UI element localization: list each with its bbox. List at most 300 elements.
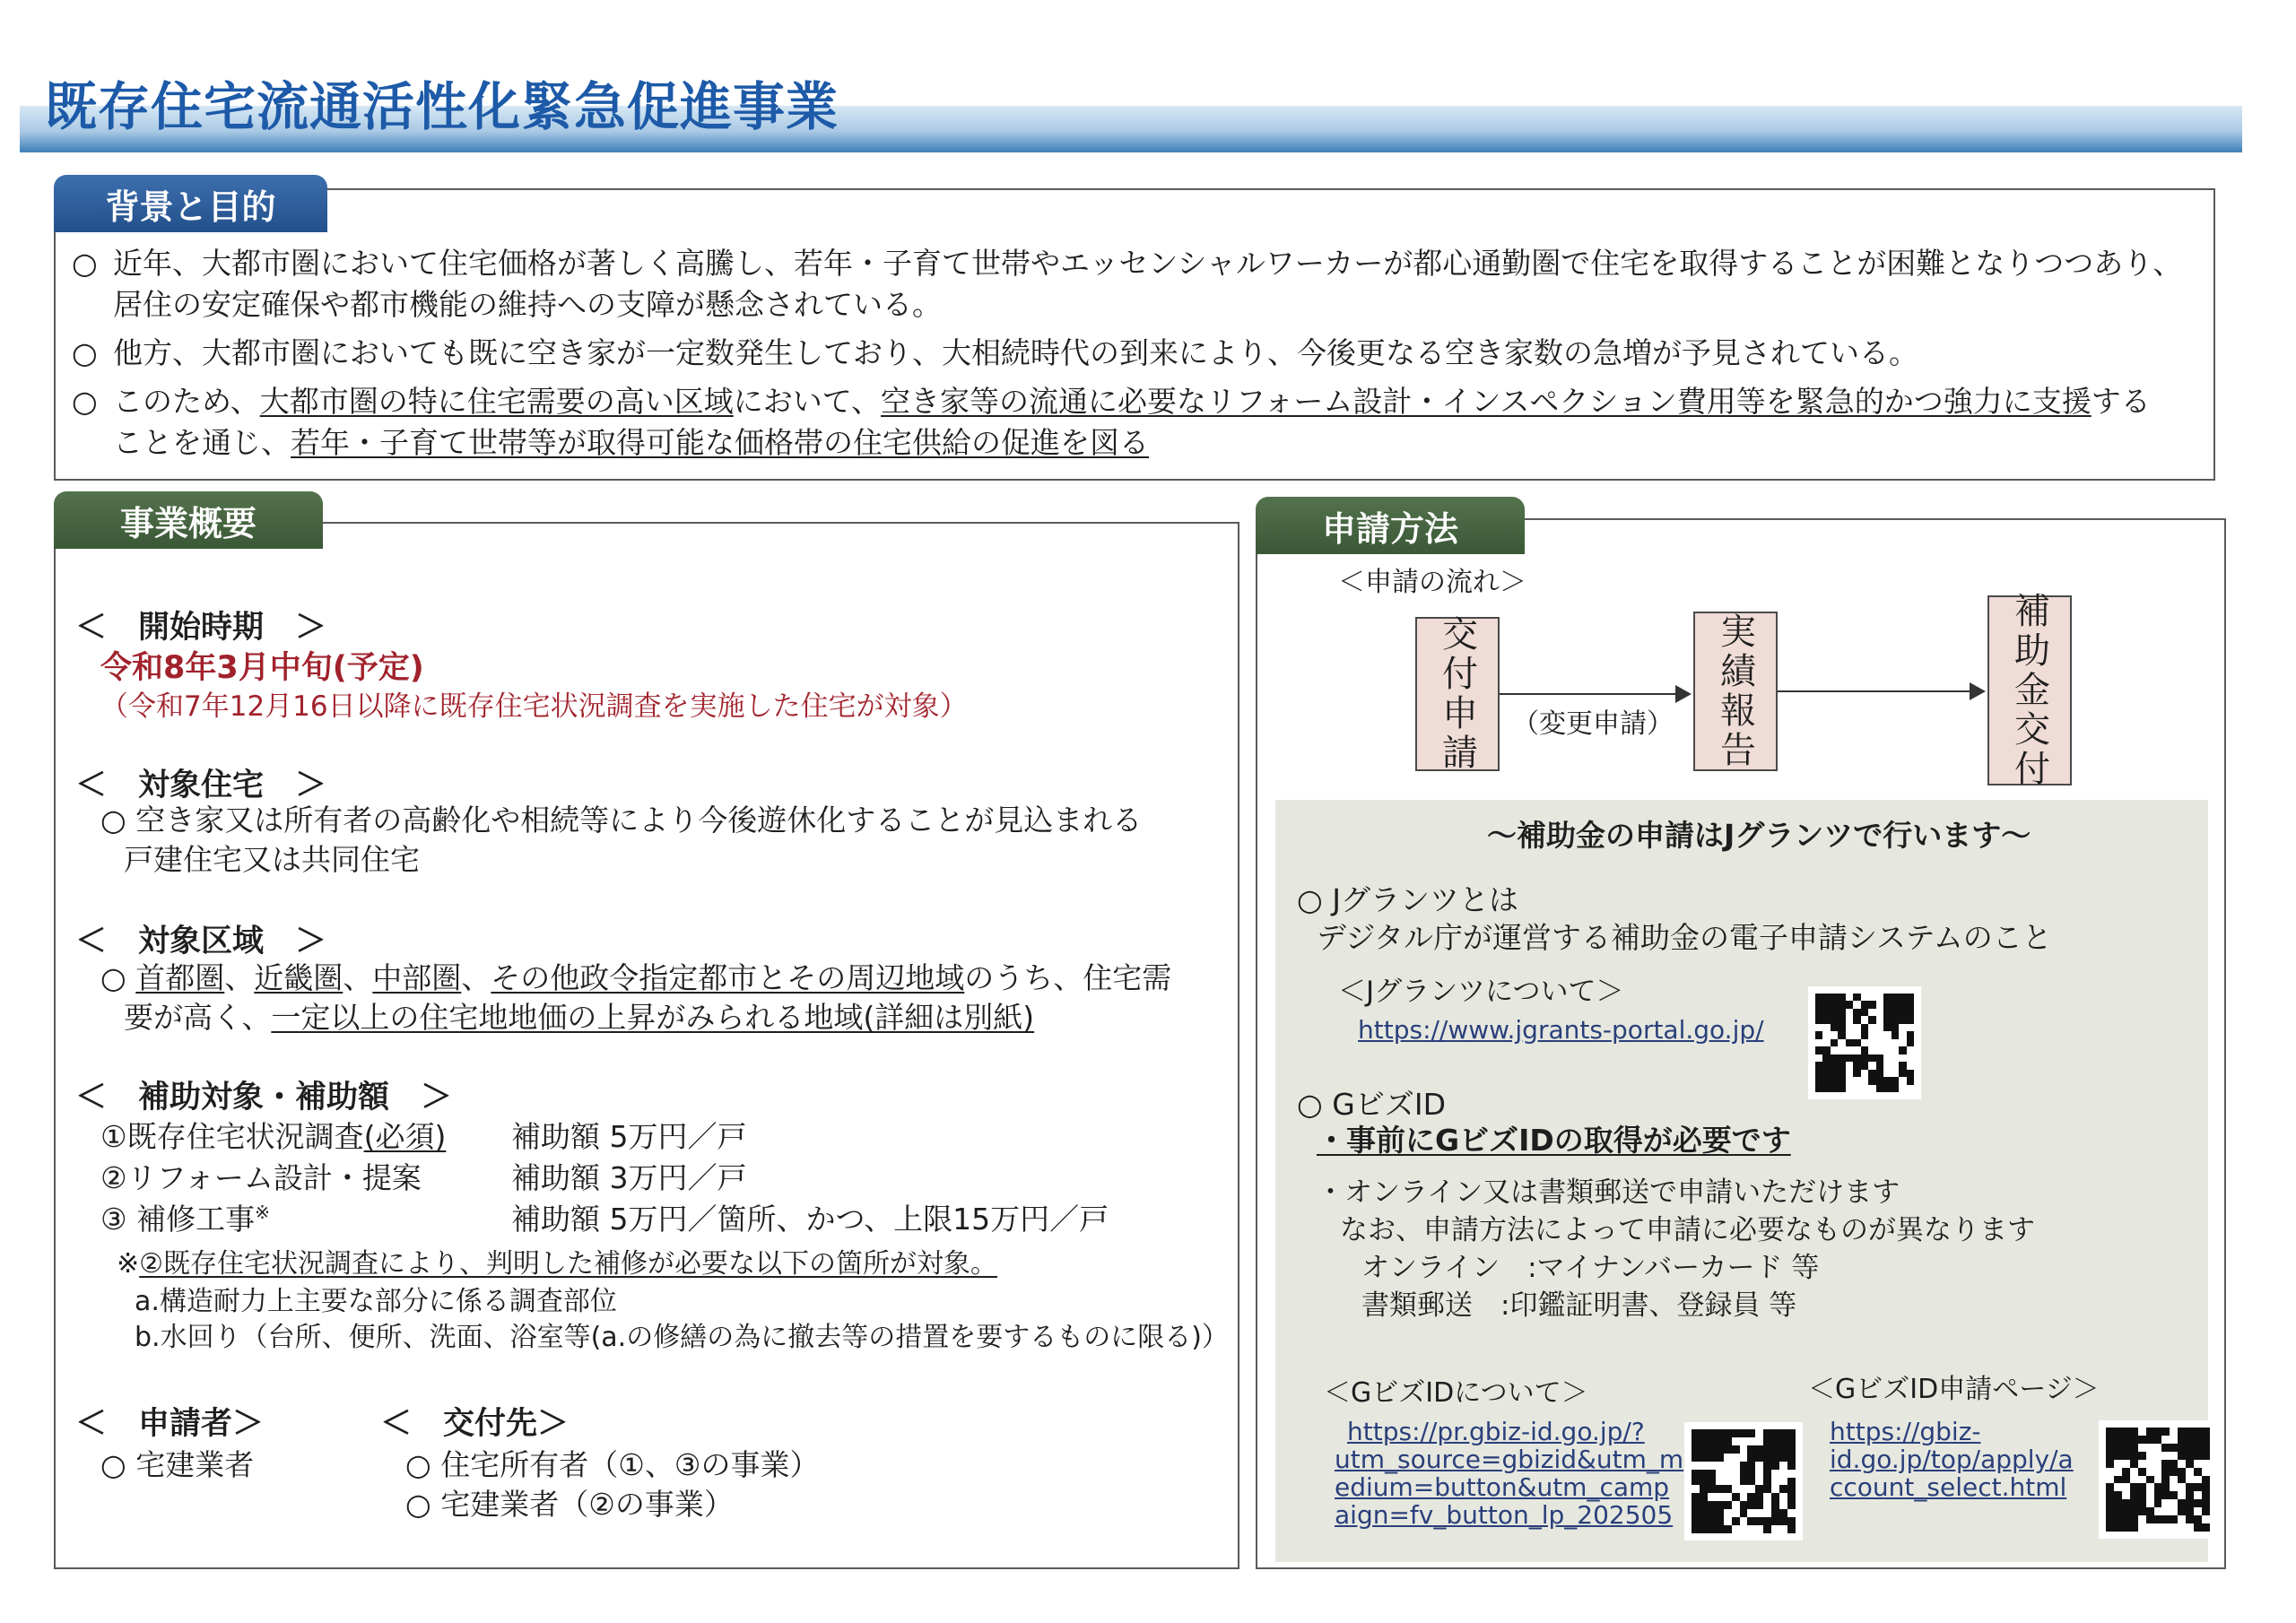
qr-module <box>2154 1444 2162 1452</box>
qr-module <box>2122 1499 2130 1507</box>
qr-module <box>1892 1062 1899 1069</box>
qr-module <box>1831 1046 1838 1054</box>
qr-module <box>2106 1452 2114 1460</box>
tab-application: 申請方法 <box>1256 497 1525 554</box>
qr-module <box>1771 1501 1779 1509</box>
qr-module <box>1724 1470 1732 1478</box>
qr-module <box>2122 1507 2130 1515</box>
qr-module <box>1732 1454 1740 1462</box>
qr-module <box>1822 1070 1830 1077</box>
qr-module <box>1899 1070 1906 1077</box>
qr-module <box>1732 1445 1740 1454</box>
qr-module <box>1747 1454 1755 1462</box>
qr-module <box>1755 1478 1763 1486</box>
qr-module <box>1771 1525 1779 1533</box>
area-text: のうち、住宅需 <box>964 960 1172 995</box>
qr-module <box>1876 1046 1883 1054</box>
qr-module <box>1771 1509 1779 1517</box>
qr-module <box>2138 1476 2146 1484</box>
qr-module <box>1853 1001 1860 1008</box>
qr-module <box>2114 1499 2122 1507</box>
qr-module <box>1831 1085 1838 1092</box>
qr-module <box>1732 1493 1740 1501</box>
qr-module <box>1779 1485 1787 1493</box>
qr-module <box>1779 1454 1787 1462</box>
start-note: （令和7年12月16日以降に既存住宅状況調査を実施した住宅が対象） <box>100 690 968 723</box>
qr-module <box>2170 1515 2178 1523</box>
qr-module <box>2178 1507 2186 1515</box>
qr-module <box>1716 1525 1724 1533</box>
qr-module <box>1899 1009 1906 1016</box>
qr-module <box>1846 1031 1853 1038</box>
qr-module <box>1763 1501 1771 1509</box>
qr-module <box>2146 1507 2154 1515</box>
qr-module <box>1831 994 1838 1001</box>
qr-module <box>2106 1444 2114 1452</box>
qr-module <box>1907 994 1914 1001</box>
flow-label: ＜申請の流れ＞ <box>1338 567 1526 598</box>
target-area-heading: ＜ 対象区域 ＞ <box>75 924 327 959</box>
qr-module <box>1740 1470 1748 1478</box>
qr-module <box>2114 1515 2122 1523</box>
qr-module <box>1899 1039 1906 1046</box>
qr-module <box>1740 1493 1748 1501</box>
gbiz-apply-url-2[interactable]: id.go.jp/top/apply/a <box>1830 1445 2074 1474</box>
qr-module <box>1700 1501 1708 1509</box>
qr-module <box>2194 1468 2202 1476</box>
qr-module <box>1899 1031 1906 1038</box>
qr-module <box>2154 1476 2162 1484</box>
qr-module <box>2114 1468 2122 1476</box>
start-period-heading: ＜ 開始時期 ＞ <box>75 610 327 646</box>
qr-module <box>2130 1476 2138 1484</box>
qr-module <box>1892 1001 1899 1008</box>
qr-module <box>1724 1501 1732 1509</box>
qr-module <box>2186 1491 2194 1499</box>
bullet-text: において、 <box>733 384 882 419</box>
qr-module <box>1815 1046 1822 1054</box>
qr-module <box>2106 1436 2114 1444</box>
qr-module <box>1740 1454 1748 1462</box>
qr-module <box>2202 1428 2210 1436</box>
qr-module <box>2186 1476 2194 1484</box>
subsidy-heading: ＜ 補助対象・補助額 ＞ <box>75 1080 453 1115</box>
qr-module <box>1822 1085 1830 1092</box>
qr-module <box>1755 1525 1763 1533</box>
qr-module <box>1899 994 1906 1001</box>
gbiz-apply-url-1[interactable]: https://gbiz- <box>1830 1417 1981 1446</box>
qr-module <box>1846 1009 1853 1016</box>
qr-module <box>2170 1523 2178 1532</box>
qr-module <box>1763 1429 1771 1437</box>
area-other-cities: その他政令指定都市とその周辺地域 <box>491 960 965 995</box>
qr-module <box>2114 1436 2122 1444</box>
qr-module <box>1815 1062 1822 1069</box>
qr-module <box>2138 1460 2146 1468</box>
qr-module <box>1779 1517 1787 1525</box>
qr-module <box>2154 1436 2162 1444</box>
qr-module <box>1692 1501 1700 1509</box>
qr-module <box>1838 1085 1845 1092</box>
qr-module <box>2138 1436 2146 1444</box>
qr-module <box>1779 1509 1787 1517</box>
qr-module <box>1853 1039 1860 1046</box>
qr-module <box>1876 1031 1883 1038</box>
qr-module <box>1724 1525 1732 1533</box>
subsidy-amount-3: 補助額 5万円／箇所、かつ、上限15万円／戸 <box>511 1202 1109 1237</box>
qr-module <box>2194 1428 2202 1436</box>
qr-module <box>1708 1470 1716 1478</box>
qr-module <box>2161 1523 2170 1532</box>
jgrants-url-link[interactable]: https://www.jgrants-portal.go.jp/ <box>1358 1015 1764 1045</box>
qr-module <box>2194 1515 2202 1523</box>
qr-module <box>1861 1046 1868 1054</box>
qr-module <box>1724 1517 1732 1525</box>
gbiz-apply: ＜GビズID申請ページ＞ <box>1808 1374 2100 1405</box>
qr-module <box>1853 1031 1860 1038</box>
qr-module <box>1838 1077 1845 1084</box>
qr-module <box>2170 1476 2178 1484</box>
qr-module <box>2114 1523 2122 1532</box>
qr-module <box>1846 1085 1853 1092</box>
qr-module <box>1861 1016 1868 1023</box>
qr-module <box>1907 1062 1914 1069</box>
qr-module <box>1876 1024 1883 1031</box>
qr-module <box>1771 1437 1779 1445</box>
qr-module <box>2114 1444 2122 1452</box>
qr-module <box>1907 1055 1914 1062</box>
qr-module <box>2178 1428 2186 1436</box>
qr-module <box>1815 1055 1822 1062</box>
qr-module <box>1692 1485 1700 1493</box>
qr-module <box>1892 994 1899 1001</box>
gbiz-about-url-3[interactable]: edium=button&utm_camp <box>1335 1472 1670 1502</box>
bullet-mark: ○ <box>72 335 98 370</box>
qr-module <box>1747 1501 1755 1509</box>
qr-module <box>1708 1429 1716 1437</box>
qr-module <box>2178 1491 2186 1499</box>
qr-module <box>2154 1428 2162 1436</box>
target-area-line-1 <box>100 959 1171 999</box>
background-bullet-3-line-1 <box>72 382 2151 422</box>
qr-module <box>1815 1070 1822 1077</box>
subsidy-item-2: ②リフォーム設計・提案 <box>100 1160 422 1195</box>
qr-module <box>1716 1509 1724 1517</box>
qr-module <box>1716 1517 1724 1525</box>
qr-module <box>1708 1462 1716 1470</box>
start-date: 令和8年3月中旬(予定) <box>100 650 424 686</box>
qr-module <box>2138 1523 2146 1532</box>
bullet-text-underlined: 若年・子育て世帯等が取得可能な価格帯の住宅供給の促進を図る <box>291 425 1149 460</box>
qr-module <box>1907 1009 1914 1016</box>
qr-module <box>1763 1445 1771 1454</box>
qr-module <box>2130 1499 2138 1507</box>
qr-module <box>1724 1485 1732 1493</box>
qr-module <box>1763 1454 1771 1462</box>
qr-module <box>2146 1428 2154 1436</box>
gbiz-mail: 書類郵送 :印鑑証明書、登録員 等 <box>1361 1289 1797 1322</box>
qr-module <box>1868 1085 1875 1092</box>
qr-module <box>1861 1039 1868 1046</box>
qr-module <box>2161 1428 2170 1436</box>
qr-module <box>2146 1436 2154 1444</box>
qr-module <box>1732 1478 1740 1486</box>
qr-module <box>1732 1525 1740 1533</box>
gbiz-about-url-2[interactable]: utm_source=gbizid&utm_m <box>1335 1445 1684 1474</box>
qr-module <box>1892 1024 1899 1031</box>
gbiz-about-url-1[interactable]: https://pr.gbiz-id.go.jp/? <box>1347 1417 1645 1446</box>
qr-module <box>1868 1077 1875 1084</box>
qr-module <box>2178 1452 2186 1460</box>
qr-module <box>1732 1437 1740 1445</box>
qr-module <box>1771 1454 1779 1462</box>
qr-module <box>2170 1499 2178 1507</box>
qr-module <box>2106 1499 2114 1507</box>
qr-module <box>1740 1437 1748 1445</box>
qr-module <box>1787 1454 1796 1462</box>
qr-module <box>1747 1517 1755 1525</box>
qr-module <box>2122 1476 2130 1484</box>
qr-module <box>2178 1476 2186 1484</box>
bullet-text: 居住の安定確保や都市機能の維持への支障が懸念されている。 <box>113 287 942 322</box>
qr-module <box>1822 1016 1830 1023</box>
qr-module <box>1716 1429 1724 1437</box>
subsidy-amount-1: 補助額 5万円／戸 <box>511 1119 747 1154</box>
qr-module <box>1700 1493 1708 1501</box>
area-text: 、 <box>461 960 491 995</box>
qr-module <box>1876 1009 1883 1016</box>
gbiz-required: ・事前にGビズIDの取得が必要です <box>1317 1123 1791 1158</box>
qr-module <box>2106 1428 2114 1436</box>
gbiz-heading: ○ GビズID <box>1297 1087 1446 1122</box>
qr-module <box>1724 1462 1732 1470</box>
qr-module <box>1892 1046 1899 1054</box>
qr-module <box>1815 1031 1822 1038</box>
qr-module <box>2194 1483 2202 1491</box>
bullet-text: ことを通じ、 <box>113 425 291 460</box>
qr-module <box>1771 1517 1779 1525</box>
qr-module <box>2122 1491 2130 1499</box>
subsidy-footnote-mark: ※ <box>255 1202 270 1223</box>
qr-module <box>1755 1509 1763 1517</box>
qr-module <box>2130 1428 2138 1436</box>
qr-module <box>2146 1483 2154 1491</box>
qr-module <box>1787 1429 1796 1437</box>
qr-module <box>2194 1460 2202 1468</box>
qr-module <box>1724 1493 1732 1501</box>
qr-module <box>1763 1485 1771 1493</box>
area-text: 、 <box>224 960 255 995</box>
bullet-text: 近年、大都市圏において住宅価格が著しく高騰し、若年・子育て世帯やエッセンシャルワーカーが都心通勤圏で住宅を取得することが困難となりつつあり、 <box>113 246 2183 281</box>
qr-module <box>1831 1039 1838 1046</box>
recipient-heading: ＜ 交付先＞ <box>380 1406 570 1442</box>
qr-module <box>1853 1016 1860 1023</box>
qr-module <box>2130 1436 2138 1444</box>
area-shutoken: 首都圏 <box>135 960 225 995</box>
qr-module <box>1892 1077 1899 1084</box>
qr-module <box>2161 1460 2170 1468</box>
qr-module <box>1876 1062 1883 1069</box>
qr-module <box>2186 1468 2194 1476</box>
qr-module <box>1724 1454 1732 1462</box>
qr-module <box>2138 1428 2146 1436</box>
qr-module <box>1747 1470 1755 1478</box>
qr-module <box>2170 1483 2178 1491</box>
qr-module <box>1724 1509 1732 1517</box>
page-title: 既存住宅流通活性化緊急促進事業 <box>45 76 839 137</box>
qr-module <box>2106 1515 2114 1523</box>
qr-module <box>1838 1046 1845 1054</box>
qr-module <box>1883 1046 1891 1054</box>
qr-module <box>1779 1429 1787 1437</box>
qr-module <box>1716 1493 1724 1501</box>
qr-module <box>1724 1478 1732 1486</box>
qr-module <box>2186 1515 2194 1523</box>
qr-module <box>2114 1460 2122 1468</box>
qr-module <box>2138 1515 2146 1523</box>
qr-module <box>2170 1452 2178 1460</box>
qr-module <box>2114 1452 2122 1460</box>
target-housing-line-2: 戸建住宅又は共同住宅 <box>124 842 420 877</box>
qr-module <box>1846 1016 1853 1023</box>
qr-module <box>2178 1460 2186 1468</box>
qr-module <box>1907 1001 1914 1008</box>
qr-module <box>1876 1016 1883 1023</box>
flow-arrow-2 <box>1778 690 1984 692</box>
qr-module <box>2186 1428 2194 1436</box>
qr-module <box>1779 1462 1787 1470</box>
qr-module <box>1822 1009 1830 1016</box>
qr-module <box>2146 1499 2154 1507</box>
qr-module <box>1861 1031 1868 1038</box>
qr-module <box>1700 1478 1708 1486</box>
qr-module <box>2170 1428 2178 1436</box>
qr-module <box>1732 1429 1740 1437</box>
jgrants-heading: ○ Jグランツとは <box>1297 882 1519 917</box>
qr-module <box>1779 1445 1787 1454</box>
qr-module <box>1708 1525 1716 1533</box>
qr-module <box>1747 1437 1755 1445</box>
qr-module <box>1822 1039 1830 1046</box>
qr-module <box>1700 1485 1708 1493</box>
qr-module <box>1868 1024 1875 1031</box>
qr-module <box>2194 1476 2202 1484</box>
qr-module <box>1876 994 1883 1001</box>
gbiz-method-note: なお、申請方法によって申請に必要なものが異なります <box>1340 1214 2035 1246</box>
qr-module <box>2122 1468 2130 1476</box>
qr-module <box>2186 1436 2194 1444</box>
qr-module <box>2138 1468 2146 1476</box>
qr-module <box>1815 1001 1822 1008</box>
qr-module <box>1815 1009 1822 1016</box>
qr-module <box>2154 1499 2162 1507</box>
qr-module <box>1822 1046 1830 1054</box>
qr-module <box>1876 1039 1883 1046</box>
qr-module <box>2161 1452 2170 1460</box>
qr-module <box>1771 1445 1779 1454</box>
qr-module <box>2154 1515 2162 1523</box>
qr-module <box>1692 1525 1700 1533</box>
qr-module <box>1700 1445 1708 1454</box>
gbiz-about-url-4[interactable]: aign=fv_button_lp_202505 <box>1335 1500 1674 1530</box>
qr-module <box>2122 1515 2130 1523</box>
qr-module <box>1692 1445 1700 1454</box>
qr-module <box>1740 1525 1748 1533</box>
qr-module <box>1779 1493 1787 1501</box>
qr-module <box>1716 1485 1724 1493</box>
qr-module <box>1740 1445 1748 1454</box>
qr-module <box>1838 994 1845 1001</box>
qr-module <box>1755 1429 1763 1437</box>
qr-module <box>1692 1470 1700 1478</box>
qr-module <box>2106 1468 2114 1476</box>
note-mark: ※ <box>117 1248 140 1280</box>
qr-module <box>1876 1001 1883 1008</box>
qr-module <box>1716 1501 1724 1509</box>
qr-module <box>1868 1070 1875 1077</box>
subsidy-note <box>117 1246 997 1283</box>
qr-module <box>1907 1077 1914 1084</box>
qr-module <box>1747 1478 1755 1486</box>
qr-module <box>2194 1523 2202 1532</box>
qr-module <box>1732 1517 1740 1525</box>
qr-module <box>1831 1031 1838 1038</box>
qr-module <box>2154 1523 2162 1532</box>
qr-module <box>2138 1452 2146 1460</box>
jgrants-about: ＜Jグランツについて＞ <box>1338 976 1624 1008</box>
qr-module <box>1831 1077 1838 1084</box>
qr-module <box>1907 1031 1914 1038</box>
qr-module <box>1692 1429 1700 1437</box>
qr-module <box>1740 1517 1748 1525</box>
qr-module <box>2178 1483 2186 1491</box>
gbiz-apply-url-3[interactable]: ccount_select.html <box>1830 1472 2067 1502</box>
area-text: 要が高く、 <box>124 1000 272 1035</box>
qr-module <box>2138 1483 2146 1491</box>
qr-module <box>2194 1436 2202 1444</box>
qr-module <box>1853 1077 1860 1084</box>
qr-module <box>1883 1085 1891 1092</box>
qr-module <box>1787 1525 1796 1533</box>
applicant-item: ○ 宅建業者 <box>100 1447 255 1482</box>
qr-module <box>1892 1039 1899 1046</box>
qr-module <box>2161 1483 2170 1491</box>
qr-module <box>1787 1485 1796 1493</box>
qr-module <box>1883 1001 1891 1008</box>
qr-module <box>2154 1460 2162 1468</box>
qr-module <box>1763 1509 1771 1517</box>
qr-module <box>1732 1485 1740 1493</box>
qr-module <box>2202 1483 2210 1491</box>
qr-module <box>1883 1077 1891 1084</box>
qr-module <box>1846 1001 1853 1008</box>
qr-module <box>1763 1462 1771 1470</box>
qr-module <box>2194 1499 2202 1507</box>
qr-module <box>1868 994 1875 1001</box>
qr-module <box>1747 1429 1755 1437</box>
qr-module <box>1876 1055 1883 1062</box>
qr-module <box>2122 1444 2130 1452</box>
qr-module <box>1771 1470 1779 1478</box>
qr-module <box>2202 1444 2210 1452</box>
qr-module <box>1853 1046 1860 1054</box>
area-chubu: 中部圏 <box>372 960 462 995</box>
qr-module <box>2194 1507 2202 1515</box>
qr-module <box>1755 1462 1763 1470</box>
qr-module <box>1831 1001 1838 1008</box>
qr-module <box>1692 1454 1700 1462</box>
target-area-line-2 <box>124 998 1034 1038</box>
